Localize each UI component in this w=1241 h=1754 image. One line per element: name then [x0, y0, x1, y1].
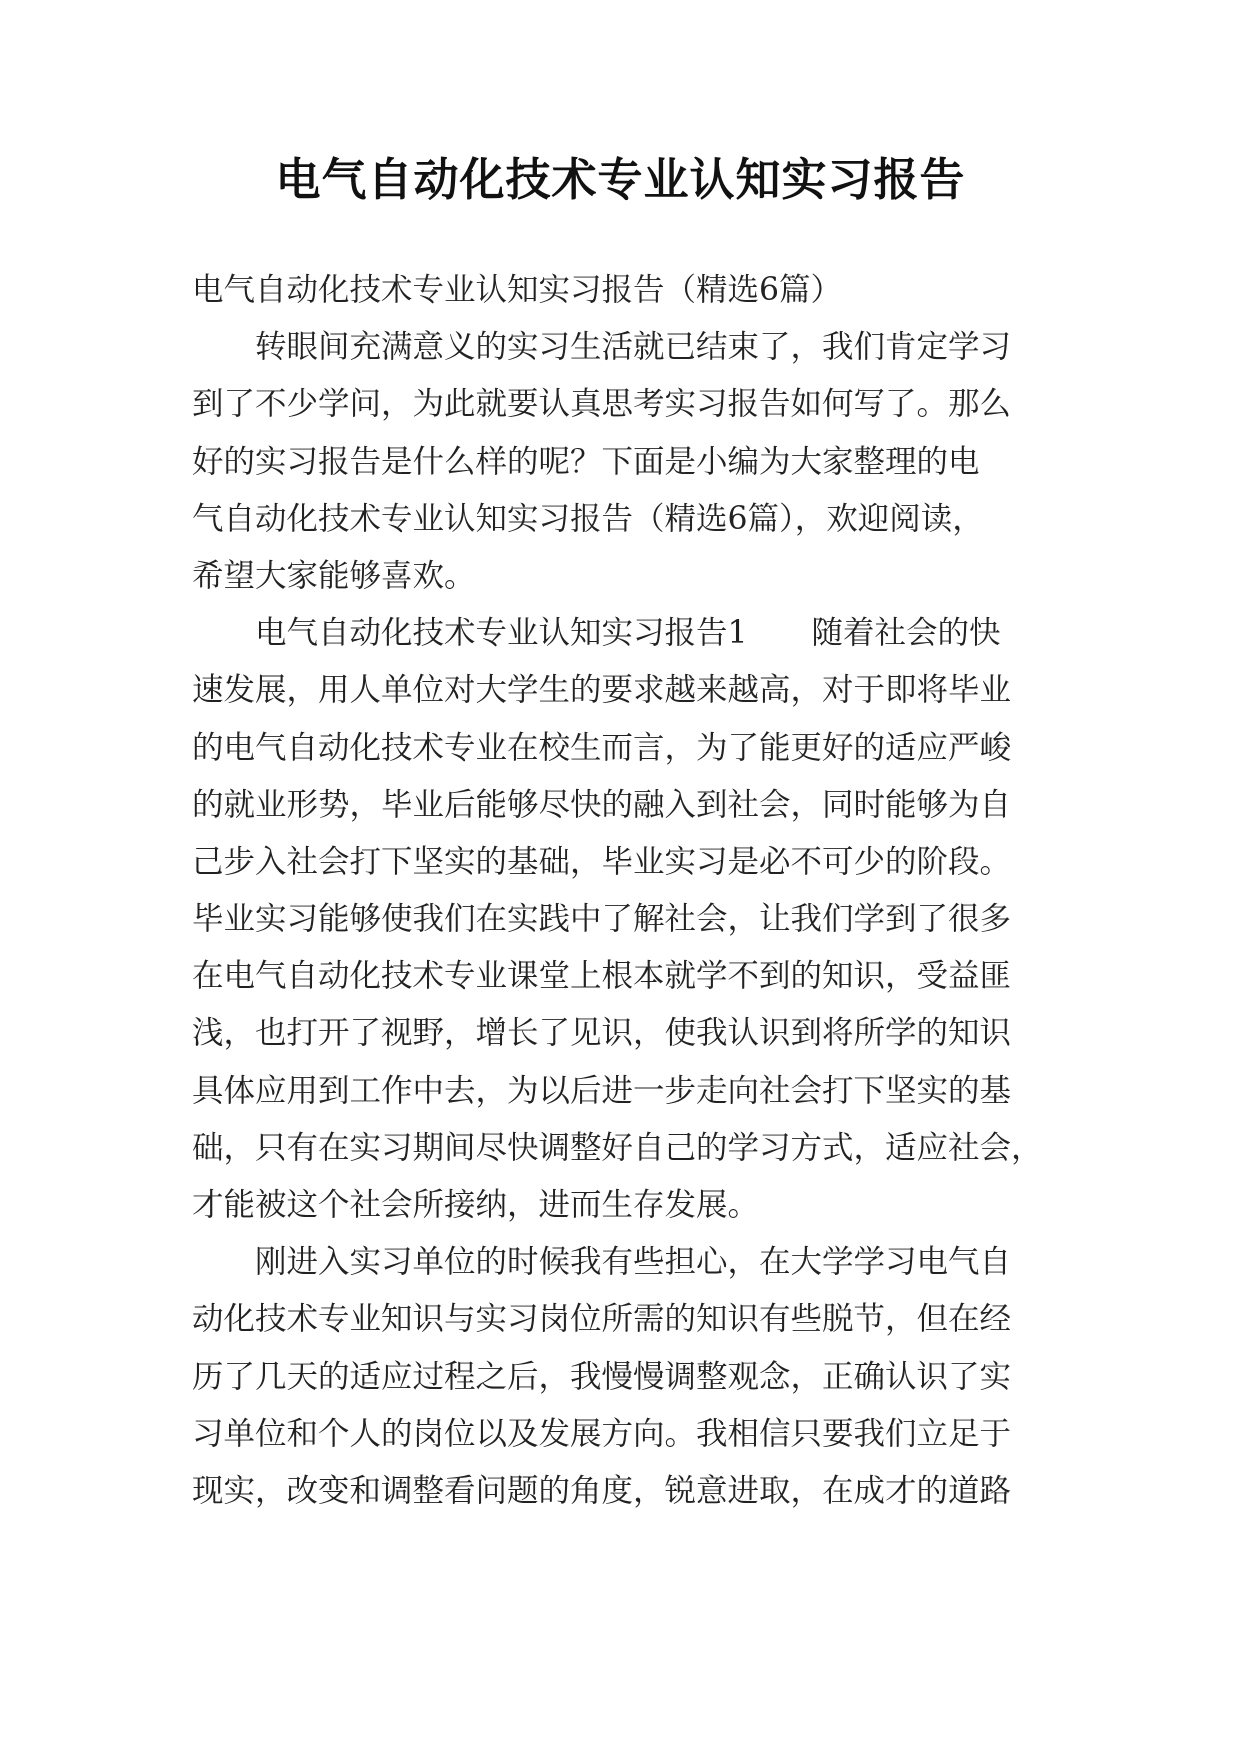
- section1-line: 才能被这个社会所接纳，进而生存发展。: [192, 1187, 760, 1223]
- document-title: 电气自动化技术专业认知实习报告: [275, 153, 966, 206]
- section1-heading: 电气自动化技术专业认知实习报告1: [255, 615, 748, 652]
- section1-first-line: [192, 605, 1062, 662]
- section1-line: 在电气自动化技术专业课堂上根本就学不到的知识，受益匪: [192, 958, 1012, 995]
- intro-line: 希望大家能够喜欢。: [192, 557, 476, 594]
- document-body: [192, 262, 1062, 1520]
- section1-line: 浅，也打开了视野，增长了见识，使我认识到将所学的知识: [192, 1015, 1012, 1052]
- section1-line: 毕业实习能够使我们在实践中了解社会，让我们学到了很多: [192, 901, 1012, 938]
- section1-line: 己步入社会打下坚实的基础，毕业实习是必不可少的阶段。: [192, 843, 1012, 880]
- intro-line: 到了不少学问，为此就要认真思考实习报告如何写了。那么: [192, 386, 1012, 423]
- section1-line: 的就业形势，毕业后能够尽快的融入到社会，同时能够为自: [192, 786, 1012, 823]
- section1-line: 具体应用到工作中去，为以后进一步走向社会打下坚实的基: [192, 1072, 1012, 1109]
- intro-line: 转眼间充满意义的实习生活就已结束了，我们肯定学习: [255, 329, 1012, 366]
- section1-first-line-tail: 随着社会的快: [811, 615, 1001, 652]
- section1-line: 速发展，用人单位对大学生的要求越来越高，对于即将毕业: [192, 672, 1012, 709]
- section1-line: 的电气自动化技术专业在校生而言，为了能更好的适应严峻: [192, 729, 1012, 766]
- paragraph2-line: 现实，改变和调整看问题的角度，锐意进取，在成才的道路: [192, 1472, 1012, 1509]
- document-subtitle: 电气自动化技术专业认知实习报告（精选6篇）: [192, 272, 843, 308]
- paragraph2-line: 刚进入实习单位的时候我有些担心，在大学学习电气自: [255, 1244, 1012, 1281]
- intro-line: 气自动化技术专业认知实习报告（精选6篇），欢迎阅读，: [192, 500, 984, 537]
- paragraph2-line: 历了几天的适应过程之后，我慢慢调整观念，正确认识了实: [192, 1358, 1012, 1395]
- paragraph2-line: 习单位和个人的岗位以及发展方向。我相信只要我们立足于: [192, 1415, 1012, 1452]
- intro-line: 好的实习报告是什么样的呢？下面是小编为大家整理的电: [192, 443, 980, 480]
- paragraph2-line: 动化技术专业知识与实习岗位所需的知识有些脱节，但在经: [192, 1301, 1012, 1338]
- section1-line: 础，只有在实习期间尽快调整好自己的学习方式，适应社会，: [192, 1129, 1043, 1166]
